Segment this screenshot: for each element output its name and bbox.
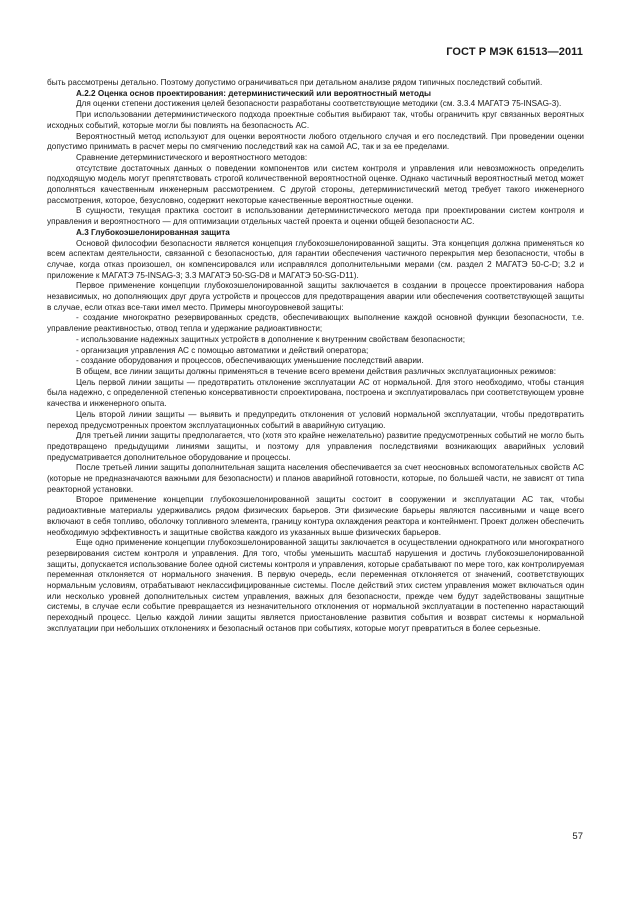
section-heading: А.2.2 Оценка основ проектирования: детерминистический или вероятностный методы: [76, 88, 432, 98]
paragraph: Для оценки степени достижения целей безопасности разработаны соответствующие методики (см. 3.3.4 МАГАТЭ 75-INSAG-3).: [76, 99, 562, 109]
paragraph: отсутствие достаточных данных о поведении компонентов или систем контроля и управления или невозможность определить подходящую модель могут препятствовать строгой количественной вероятностной оценке. Однако частичный вероятностный метод может дополняться качественным инженерным рассмотрением. С другой стороны, детерминистический метод требует такого инженерного рассмотрения, которое, безусловно, содержит некоторые качественные вероятностные оценки.: [47, 163, 584, 205]
paragraph: Первое применение концепции глубокоэшелонированной защиты заключается в создании в процессе проектирования набора независимых, но дополняющих друг друга устройств и процессов для предотвращения аварии или обеспечения соответствующей защиты в случае, если отказ все-таки имел место. Примеры многоуровневой защиты:: [47, 281, 584, 312]
paragraph: Основой философии безопасности является концепция глубокоэшелонированной защиты. Эта концепция должна применяться ко всем аспектам деятельности, связанной с безопасностью, для гарантии обеспечения частичного перекрытия мер безопасности, чтобы в случае, когда отказ произошел, он компенсировался или исправлялся дополнительными мерами (см. раздел 2 МАГАТЭ 50-С-D; 3.2 и приложение к МАГАТЭ 75-INSAG-3; 3.3 МАГАТЭ 50-SG-D8 и МАГАТЭ 50-SG-D11).: [47, 238, 584, 280]
document-body: [47, 78, 584, 635]
paragraph: Для третьей линии защиты предполагается, что (хотя это крайне нежелательно) развитие предусмотренных событий не могло быть предотвращено предыдущими линиями защиты, и поэтому для управления последствиями возникающих аварийных условий предусматривается дополнительное оборудование и процессы.: [47, 431, 584, 462]
paragraph: В общем, все линии защиты должны применяться в течение всего времени действия различных эксплуатационных режимов:: [76, 366, 556, 376]
list-item: - создание многократно резервированных средств, обеспечивающих выполнение каждой основной функции безопасности, т.е. управление реактивностью, отвод тепла и удержание радиоактивности;: [47, 313, 584, 334]
section-heading: А.3 Глубокоэшелонированная защита: [76, 227, 230, 237]
paragraph: Вероятностный метод используют для оценки вероятности любого отдельного случая и его последствий. При проведении оценки допустимо принимать в расчет меры по смягчению последствий как на самой АС, так и за ее пределами.: [47, 131, 584, 152]
list-item: - организация управления АС с помощью автоматики и действий оператора;: [76, 345, 369, 355]
paragraph: Второе применение концепции глубокоэшелонированной защиты состоит в сооружении и эксплуатации АС так, чтобы радиоактивные материалы удерживались рядом физических барьеров. Эти физические барьеры являются пассивными и чаще всего включают в себя топливо, оболочку топливного элемента, границу контура охлаждения реактора и контейнмент. Проект должен обеспечить необходимую эффективность и защитные свойства каждого из указанных выше физических барьеров.: [47, 495, 584, 537]
paragraph: В сущности, текущая практика состоит в использовании детерминистического метода при проектировании систем контроля и управления и вероятностного — для оптимизации отдельных частей проекта и оценки общей безопасности АС.: [47, 206, 584, 227]
paragraph: Сравнение детерминистического и вероятностного методов:: [76, 152, 308, 162]
page-number: 57: [572, 831, 583, 842]
paragraph: После третьей линии защиты дополнительная защита населения обеспечивается за счет неосновных вспомогательных свойств АС (которые не предназначаются важными для безопасности) и планов аварийной готовности, которые, по большей части, не зависят от типа реакторной установки.: [47, 463, 584, 494]
list-item: - создание оборудования и процессов, обеспечивающих уменьшение последствий аварии.: [76, 356, 424, 366]
paragraph: Цель первой линии защиты — предотвратить отклонение эксплуатации АС от нормальной. Для этого необходимо, чтобы станция была надежно, с определенной степенью консервативности спроектирована, построена и эксплуатировалась при соответствующем уровне качества и инженерного опыта.: [47, 377, 584, 409]
paragraph: быть рассмотрены детально. Поэтому допустимо ограничиваться при детальном анализе рядом типичных последствий событий.: [47, 78, 543, 87]
paragraph: При использовании детерминистического подхода проектные события выбирают так, чтобы ограничить круг связанных вероятных исходных событий, которые могли бы повлиять на безопасность АС.: [47, 110, 584, 130]
list-item: - использование надежных защитных устройств в дополнение к внутренним свойствам безопасности;: [76, 334, 465, 344]
document-header: ГОСТ Р МЭК 61513—2011: [446, 46, 583, 58]
paragraph: Цель второй линии защиты — выявить и предупредить отклонения от условий нормальной эксплуатации, чтобы предотвратить переход предусмотренных проектом эксплуатационных событий в аварийную ситуацию.: [47, 409, 584, 430]
paragraph: Еще одно применение концепции глубокоэшелонированной защиты заключается в осуществлении однократного или многократного резервирования систем контроля и управления. Для того, чтобы уменьшить масштаб нарушения и достичь глубокоэшелонированной защиты, допускается использование более одной системы контроля и управления, которые срабатывают по мере того, как контролируемая переменная отклоняется от нормального значения. В первую очередь, если переменная отклоняется от значений, соответствующих нормальным условиям, отрабатывают неклассифицированные системы. После действий этих систем управления может включаться один или несколько уровней дополнительных систем управления, важных для безопасности, прежде чем будут задействованы защитные системы, в случае если событие превращается из незначительного отклонения от нормальной эксплуатации в постепенно нарастающий переходный процесс. Целью каждой линии защиты является приостановление развития события и возврат системы к нормальной эксплуатации при небольших отклонениях и безопасный останов при событиях, которые могут превратиться в более серьезные.: [47, 538, 584, 633]
